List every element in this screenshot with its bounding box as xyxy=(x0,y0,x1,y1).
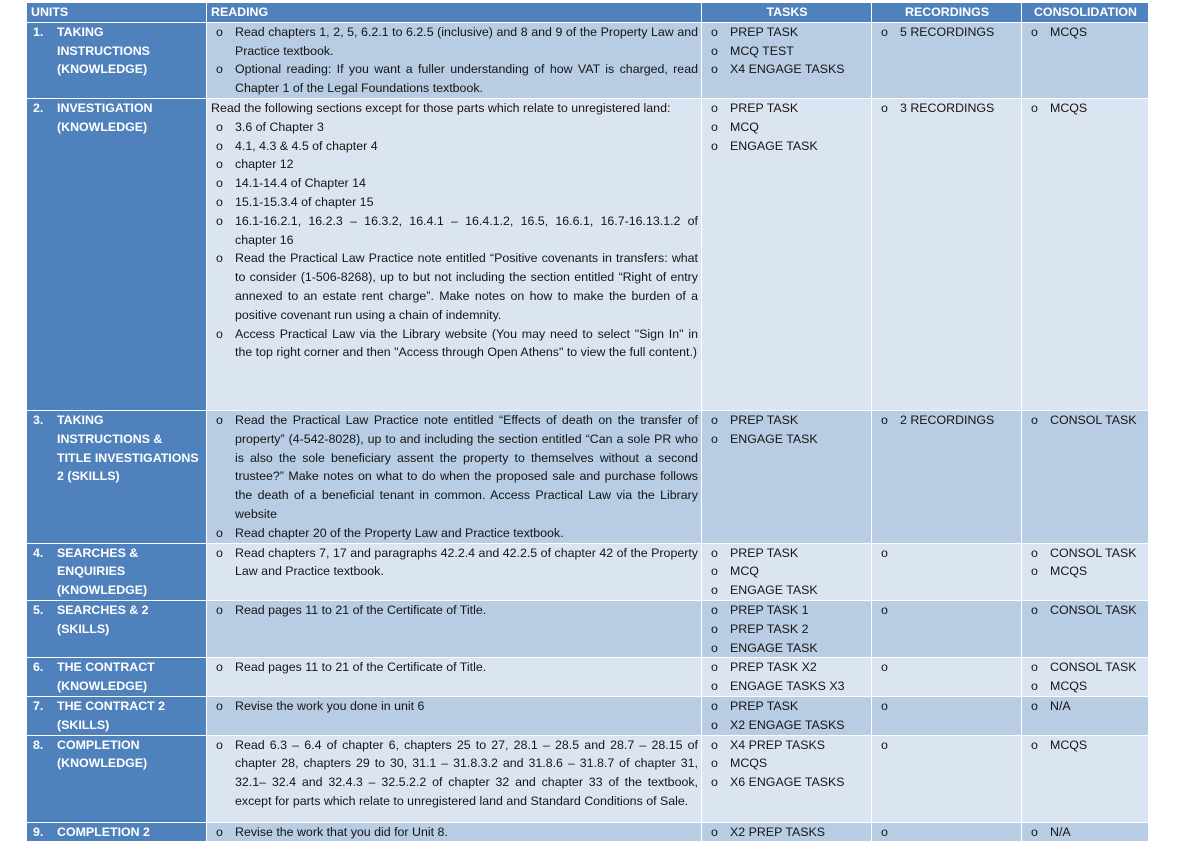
task-item: o ENGAGE TASK xyxy=(706,581,868,600)
consolidation-list xyxy=(1026,736,1145,755)
task-item: o PREP TASK xyxy=(706,411,868,430)
task-list xyxy=(706,23,868,79)
reading-cell xyxy=(207,98,702,410)
consolidation-list xyxy=(1026,23,1145,42)
reading-list xyxy=(211,658,698,677)
task-list xyxy=(706,823,868,842)
unit-title xyxy=(57,736,147,774)
reading-list xyxy=(211,697,698,716)
tasks-cell xyxy=(702,22,872,98)
table-row xyxy=(27,735,1149,822)
recordings-cell xyxy=(872,735,1022,822)
task-list xyxy=(706,99,868,155)
recordings-cell xyxy=(872,822,1022,842)
unit-title-line: SEARCHES & xyxy=(57,545,139,560)
table-row xyxy=(27,600,1149,657)
recording-list xyxy=(876,99,1018,118)
tasks-cell xyxy=(702,600,872,657)
reading-item: o Read the Practical Law Practice note entitled “Positive covenants in transfers: what to consider (1-506-8268), up to but not including the section entitled “Right of entry annexed to an estate rent charge”. Make notes on how to make the burden of a positive covenant run using a chain of indemnity. xyxy=(211,249,698,324)
tasks-cell xyxy=(702,98,872,410)
table-row xyxy=(27,822,1149,842)
tasks-cell xyxy=(702,822,872,842)
task-list xyxy=(706,544,868,600)
reading-item: o Revise the work that you did for Unit 8. xyxy=(211,823,698,842)
consolidation-list xyxy=(1026,601,1145,620)
consolidation-item: o MCQS xyxy=(1026,562,1145,581)
consolidation-item: o CONSOL TASK xyxy=(1026,544,1145,563)
consolidation-list xyxy=(1026,544,1145,582)
unit-title-line: (KNOWLEDGE) xyxy=(57,756,148,771)
unit-heading xyxy=(33,99,203,137)
reading-item: o 16.1-16.2.1, 16.2.3 – 16.3.2, 16.4.1 – 16.4.1.2, 16.5, 16.6.1, 16.7-16.13.1.2 of chapter 16 xyxy=(211,212,698,250)
task-item: o ENGAGE TASK xyxy=(706,137,868,156)
reading-list xyxy=(211,823,698,842)
reading-item: o Read chapters 1, 2, 5, 6.2.1 to 6.2.5 (inclusive) and 8 and 9 of the Property Law and Practice textbook. xyxy=(211,23,698,61)
recordings-cell xyxy=(872,696,1022,735)
task-item: o PREP TASK xyxy=(706,99,868,118)
unit-title xyxy=(57,544,147,600)
consolidation-item: o N/A xyxy=(1026,697,1145,716)
consolidation-item: o CONSOL TASK xyxy=(1026,601,1145,620)
task-item: o X4 ENGAGE TASKS xyxy=(706,60,868,79)
consolidation-cell xyxy=(1022,822,1149,842)
reading-item: o Access Practical Law via the Library website (You may need to select "Sign In" in the top right corner and then "Access through Open Athens" to view the full content.) xyxy=(211,325,698,363)
unit-title-line: (SKILLS) xyxy=(57,717,110,732)
unit-title-line: ENQUIRIES xyxy=(57,564,126,579)
header-row xyxy=(27,3,1149,23)
task-list xyxy=(706,411,868,449)
consolidation-cell xyxy=(1022,658,1149,697)
table-body xyxy=(27,22,1149,842)
unit-cell xyxy=(27,543,207,600)
unit-number: 9. xyxy=(33,824,44,839)
unit-title xyxy=(57,601,203,639)
consolidation-item: o CONSOL TASK xyxy=(1026,658,1145,677)
reading-item: o Read the Practical Law Practice note entitled “Effects of death on the transfer of property” (4-542-8028), up to and including the section entitled “Can a sole PR who is also the sole beneficiary assent the property to themselves without a second trustee?” Make notes on what to do when the proposed sale and purchase follows the death of a beneficial tenant in common. Access Practical Law via the Library website xyxy=(211,411,698,524)
task-item: o PREP TASK 2 xyxy=(706,620,868,639)
header-recordings: RECORDINGS xyxy=(872,3,1022,23)
recordings-cell xyxy=(872,22,1022,98)
recording-list xyxy=(876,411,1018,430)
unit-cell xyxy=(27,410,207,543)
task-item: o ENGAGE TASK xyxy=(706,639,868,658)
task-item: o X2 ENGAGE TASKS xyxy=(706,716,868,735)
unit-title xyxy=(57,658,155,696)
header-tasks: TASKS xyxy=(702,3,872,23)
unit-heading xyxy=(33,601,203,639)
unit-heading xyxy=(33,411,203,486)
units-table xyxy=(26,2,1149,842)
tasks-cell xyxy=(702,410,872,543)
reading-cell xyxy=(207,696,702,735)
reading-item: o 4.1, 4.3 & 4.5 of chapter 4 xyxy=(211,137,698,156)
reading-cell xyxy=(207,410,702,543)
recordings-cell xyxy=(872,658,1022,697)
unit-title-line: (KNOWLEDGE) xyxy=(57,583,148,598)
consolidation-cell xyxy=(1022,543,1149,600)
reading-list xyxy=(211,601,698,620)
consolidation-list xyxy=(1026,411,1145,430)
unit-title-line: (KNOWLEDGE) xyxy=(57,119,148,134)
task-item: o MCQ xyxy=(706,118,868,137)
unit-title-line: INSTRUCTIONS xyxy=(57,43,150,58)
recordings-cell xyxy=(872,410,1022,543)
reading-cell xyxy=(207,735,702,822)
recording-item: o 3 RECORDINGS xyxy=(876,99,1018,118)
reading-cell xyxy=(207,600,702,657)
task-list xyxy=(706,658,868,696)
unit-number: 8. xyxy=(33,737,44,752)
unit-title xyxy=(57,823,150,842)
task-list xyxy=(706,697,868,735)
recordings-cell xyxy=(872,600,1022,657)
reading-intro: Read the following sections except for those parts which relate to unregistered land: xyxy=(211,100,671,115)
table-row xyxy=(27,658,1149,697)
unit-title-line: INSTRUCTIONS & xyxy=(57,431,163,446)
unit-heading xyxy=(33,658,203,696)
unit-number: 2. xyxy=(33,100,44,115)
tasks-cell xyxy=(702,543,872,600)
reading-item: o Read pages 11 to 21 of the Certificate of Title. xyxy=(211,658,698,677)
unit-title-line: COMPLETION xyxy=(57,737,140,752)
unit-title xyxy=(57,99,152,137)
unit-title-line: TITLE INVESTIGATIONS xyxy=(57,450,199,465)
reading-item: o 14.1-14.4 of Chapter 14 xyxy=(211,174,698,193)
unit-title-line: THE CONTRACT xyxy=(57,660,155,675)
table-row xyxy=(27,410,1149,543)
unit-title-line: (KNOWLEDGE) xyxy=(57,62,148,77)
reading-item: o Revise the work you done in unit 6 xyxy=(211,697,698,716)
unit-cell xyxy=(27,658,207,697)
reading-item: o Optional reading: If you want a fuller understanding of how VAT is charged, read Chapter 1 of the Legal Foundations textbook. xyxy=(211,60,698,98)
consolidation-item: o MCQS xyxy=(1026,23,1145,42)
consolidation-item: o MCQS xyxy=(1026,677,1145,696)
unit-title-line: INVESTIGATION xyxy=(57,100,153,115)
unit-title-line: TAKING xyxy=(57,24,104,39)
task-item: o PREP TASK xyxy=(706,697,868,716)
recording-item: o 2 RECORDINGS xyxy=(876,411,1018,430)
task-list xyxy=(706,601,868,657)
reading-item: o Read chapter 20 of the Property Law and Practice textbook. xyxy=(211,524,698,543)
consolidation-item: o MCQS xyxy=(1026,99,1145,118)
unit-cell xyxy=(27,822,207,842)
unit-number: 7. xyxy=(33,698,44,713)
consolidation-item: o CONSOL TASK xyxy=(1026,411,1145,430)
unit-cell xyxy=(27,600,207,657)
reading-item: o 15.1-15.3.4 of chapter 15 xyxy=(211,193,698,212)
unit-title xyxy=(57,411,199,486)
unit-title xyxy=(57,697,165,735)
consolidation-cell xyxy=(1022,22,1149,98)
task-item: o PREP TASK X2 xyxy=(706,658,868,677)
reading-item: o Read chapters 7, 17 and paragraphs 42.2.4 and 42.2.5 of chapter 42 of the Property Law and Practice textbook. xyxy=(211,544,698,582)
unit-title-line: TAKING xyxy=(57,412,104,427)
consolidation-cell xyxy=(1022,735,1149,822)
unit-heading xyxy=(33,23,203,79)
unit-title xyxy=(57,23,150,79)
reading-list xyxy=(211,736,698,811)
unit-title-line: SEARCHES & 2 (SKILLS) xyxy=(57,602,149,636)
unit-heading xyxy=(33,736,203,774)
reading-cell xyxy=(207,822,702,842)
reading-cell xyxy=(207,22,702,98)
reading-item: o Read 6.3 – 6.4 of chapter 6, chapters 25 to 27, 28.1 – 28.5 and 28.7 – 28.15 of chapter 28, chapters 29 to 30, 31.1 – 31.8.3.2 and 31.8.6 – 31.8.7 of chapter 31, 32.1– 32.4 and 32.4.3 – 32.5.2.2 of chapter 32 and chapter 33 of the textbook, except for parts which relate to unregistered land and Standard Conditions of Sale. xyxy=(211,736,698,811)
table-row xyxy=(27,696,1149,735)
unit-heading xyxy=(33,823,203,842)
consolidation-list xyxy=(1026,99,1145,118)
table-row xyxy=(27,543,1149,600)
task-item: o PREP TASK 1 xyxy=(706,601,868,620)
consolidation-list xyxy=(1026,697,1145,716)
consolidation-list xyxy=(1026,658,1145,696)
unit-number: 5. xyxy=(33,602,44,617)
task-item: o PREP TASK xyxy=(706,544,868,563)
reading-list xyxy=(211,23,698,98)
unit-cell xyxy=(27,735,207,822)
unit-title-line: COMPLETION 2 xyxy=(57,824,150,839)
tasks-cell xyxy=(702,658,872,697)
task-item: o MCQ TEST xyxy=(706,42,868,61)
task-item: o MCQ xyxy=(706,562,868,581)
tasks-cell xyxy=(702,696,872,735)
unit-title-line: (KNOWLEDGE) xyxy=(57,679,148,694)
header-units: UNITS xyxy=(27,3,207,23)
reading-item: o Read pages 11 to 21 of the Certificate of Title. xyxy=(211,601,698,620)
task-item: o PREP TASK xyxy=(706,23,868,42)
unit-number: 6. xyxy=(33,660,44,675)
consolidation-cell xyxy=(1022,696,1149,735)
task-item: o MCQS xyxy=(706,754,868,773)
recording-list xyxy=(876,23,1018,42)
unit-cell xyxy=(27,98,207,410)
tasks-cell xyxy=(702,735,872,822)
consolidation-cell xyxy=(1022,600,1149,657)
task-item: o X2 PREP TASKS xyxy=(706,823,868,842)
reading-cell xyxy=(207,543,702,600)
unit-cell xyxy=(27,22,207,98)
task-item: o ENGAGE TASK xyxy=(706,430,868,449)
header-reading: READING xyxy=(207,3,702,23)
table-row xyxy=(27,98,1149,410)
unit-title-line: THE CONTRACT 2 xyxy=(57,698,166,713)
unit-heading xyxy=(33,697,203,735)
reading-cell xyxy=(207,658,702,697)
recordings-cell xyxy=(872,543,1022,600)
consolidation-item: o N/A xyxy=(1026,823,1145,842)
recordings-cell xyxy=(872,98,1022,410)
consolidation-item: o MCQS xyxy=(1026,736,1145,755)
consolidation-cell xyxy=(1022,98,1149,410)
reading-list xyxy=(211,411,698,543)
unit-cell xyxy=(27,696,207,735)
recording-item: o 5 RECORDINGS xyxy=(876,23,1018,42)
reading-list xyxy=(211,118,698,362)
table-row xyxy=(27,22,1149,98)
task-item: o X4 PREP TASKS xyxy=(706,736,868,755)
reading-item: o chapter 12 xyxy=(211,155,698,174)
task-item: o ENGAGE TASKS X3 xyxy=(706,677,868,696)
unit-number: 4. xyxy=(33,545,44,560)
unit-heading xyxy=(33,544,203,600)
task-item: o X6 ENGAGE TASKS xyxy=(706,773,868,792)
unit-number: 1. xyxy=(33,24,44,39)
unit-title-line: 2 (SKILLS) xyxy=(57,469,120,484)
consolidation-cell xyxy=(1022,410,1149,543)
task-list xyxy=(706,736,868,792)
reading-item: o 3.6 of Chapter 3 xyxy=(211,118,698,137)
header-consolidation: CONSOLIDATION xyxy=(1022,3,1149,23)
reading-list xyxy=(211,544,698,582)
unit-number: 3. xyxy=(33,412,44,427)
consolidation-list xyxy=(1026,823,1145,842)
